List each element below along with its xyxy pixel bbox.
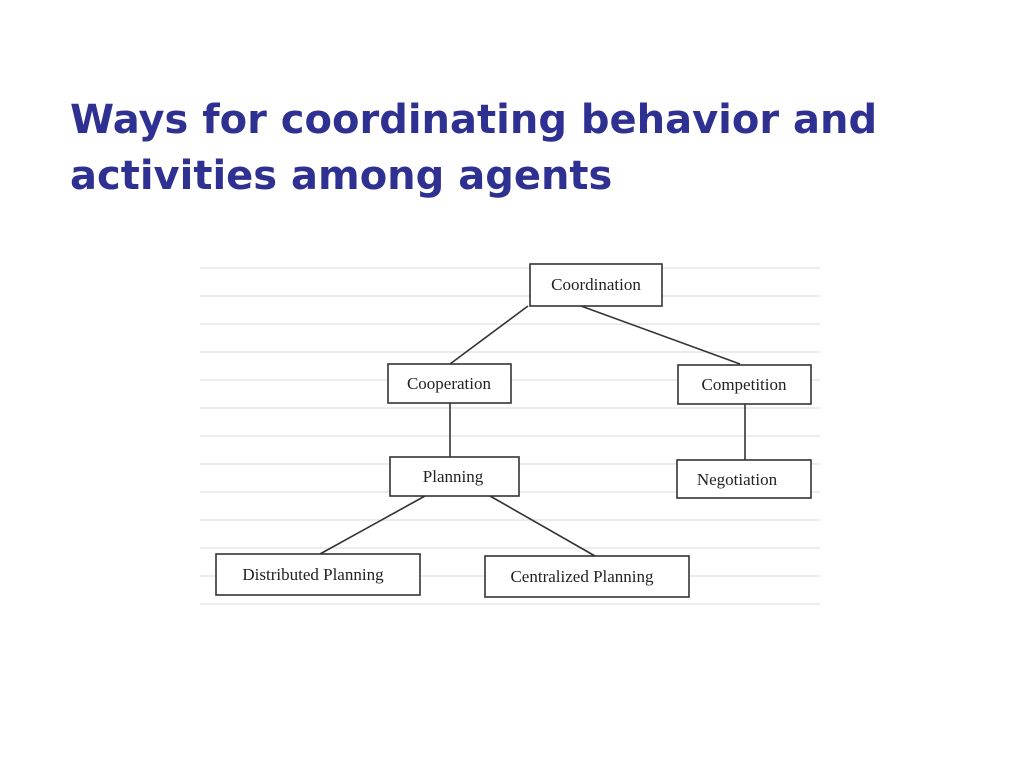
node-centralized-planning-label: Centralized Planning xyxy=(510,567,654,586)
node-cooperation-label: Cooperation xyxy=(406,374,492,393)
edge-planning-centralized xyxy=(490,496,595,556)
title-line-1: Ways for coordinating behavior and xyxy=(70,97,878,143)
node-centralized-planning xyxy=(485,556,689,597)
node-competition-label: Competition xyxy=(701,375,787,394)
node-planning-label: Planning xyxy=(422,467,484,486)
node-coordination-label: Coordination xyxy=(551,275,641,294)
title-line-2: activities among agents xyxy=(70,153,613,199)
coordination-hierarchy-diagram xyxy=(195,238,825,613)
node-cooperation xyxy=(388,364,511,403)
node-competition xyxy=(678,365,811,404)
edge-planning-distributed xyxy=(320,496,425,554)
node-planning xyxy=(390,457,519,496)
edge-coordination-competition xyxy=(581,306,740,364)
node-distributed-planning-label: Distributed Planning xyxy=(242,565,384,584)
edge-coordination-cooperation xyxy=(450,306,528,364)
node-negotiation xyxy=(677,460,811,498)
node-distributed-planning xyxy=(216,554,420,595)
slide-title xyxy=(70,92,970,204)
node-coordination xyxy=(530,264,662,306)
node-negotiation-label: Negotiation xyxy=(696,470,778,489)
